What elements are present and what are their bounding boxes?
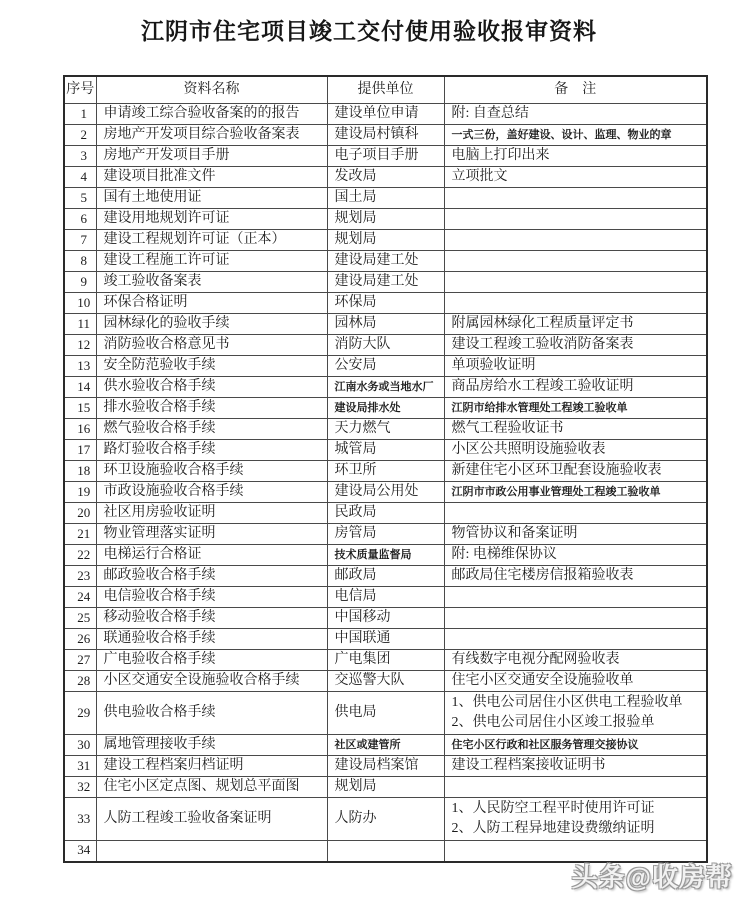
table-row: [64, 545, 707, 566]
table-row: [64, 188, 707, 209]
table-header: [64, 76, 707, 104]
remark-cell: [444, 777, 707, 798]
provider-unit-cell: 园林局: [327, 314, 444, 335]
acceptance-materials-table: [63, 75, 708, 863]
remark-cell: [444, 608, 707, 629]
table-row: [64, 524, 707, 545]
material-name-cell: 园林绿化的验收手续: [96, 314, 327, 335]
row-serial-number: 14: [64, 377, 96, 398]
remark-cell: 立项批文: [444, 167, 707, 188]
row-serial-number: 26: [64, 629, 96, 650]
table-row: [64, 314, 707, 335]
material-name-cell: 消防验收合格意见书: [96, 335, 327, 356]
provider-unit-cell: 建设局公用处: [327, 482, 444, 503]
remark-cell: 电脑上打印出来: [444, 146, 707, 167]
row-serial-number: 2: [64, 125, 96, 146]
provider-unit-cell: 技术质量监督局: [327, 545, 444, 566]
provider-unit-cell: 规划局: [327, 777, 444, 798]
row-serial-number: 18: [64, 461, 96, 482]
row-serial-number: 23: [64, 566, 96, 587]
table-row: [64, 503, 707, 524]
row-serial-number: 1: [64, 104, 96, 125]
provider-unit-cell: 人防办: [327, 798, 444, 841]
provider-unit-cell: 社区或建管所: [327, 735, 444, 756]
provider-unit-cell: 规划局: [327, 230, 444, 251]
table-row: [64, 461, 707, 482]
provider-unit-cell: [327, 841, 444, 862]
table-row: [64, 293, 707, 314]
material-name-cell: [96, 841, 327, 862]
remark-cell: 附: 自查总结: [444, 104, 707, 125]
row-serial-number: 21: [64, 524, 96, 545]
material-name-cell: 建设工程档案归档证明: [96, 756, 327, 777]
material-name-cell: 申请竣工综合验收备案的的报告: [96, 104, 327, 125]
row-serial-number: 20: [64, 503, 96, 524]
remark-cell: [444, 293, 707, 314]
material-name-cell: 市政设施验收合格手续: [96, 482, 327, 503]
remark-cell: [444, 272, 707, 293]
provider-unit-cell: 发改局: [327, 167, 444, 188]
material-name-cell: 建设工程规划许可证（正本）: [96, 230, 327, 251]
table-row: [64, 419, 707, 440]
remark-cell: [444, 629, 707, 650]
material-name-cell: 建设用地规划许可证: [96, 209, 327, 230]
row-serial-number: 33: [64, 798, 96, 841]
row-serial-number: 25: [64, 608, 96, 629]
remark-cell: [444, 503, 707, 524]
provider-unit-cell: 规划局: [327, 209, 444, 230]
table-row: [64, 692, 707, 735]
material-name-cell: 路灯验收合格手续: [96, 440, 327, 461]
table-row: [64, 104, 707, 125]
row-serial-number: 9: [64, 272, 96, 293]
row-serial-number: 16: [64, 419, 96, 440]
remark-cell: 附属园林绿化工程质量评定书: [444, 314, 707, 335]
provider-unit-cell: 环卫所: [327, 461, 444, 482]
remark-cell: 江阴市给排水管理处工程竣工验收单: [444, 398, 707, 419]
row-serial-number: 15: [64, 398, 96, 419]
material-name-cell: 联通验收合格手续: [96, 629, 327, 650]
remark-cell: [444, 692, 707, 735]
provider-unit-cell: 中国联通: [327, 629, 444, 650]
material-name-cell: 人防工程竣工验收备案证明: [96, 798, 327, 841]
row-serial-number: 5: [64, 188, 96, 209]
row-serial-number: 29: [64, 692, 96, 735]
table-row: [64, 482, 707, 503]
provider-unit-cell: 天力燃气: [327, 419, 444, 440]
row-serial-number: 32: [64, 777, 96, 798]
provider-unit-cell: 供电局: [327, 692, 444, 735]
material-name-cell: 房地产开发项目综合验收备案表: [96, 125, 327, 146]
remark-line: 1、供电公司居住小区供电工程验收单: [451, 694, 683, 710]
remark-cell: 附: 电梯维保协议: [444, 545, 707, 566]
material-name-cell: 小区交通安全设施验收合格手续: [96, 671, 327, 692]
provider-unit-cell: 消防大队: [327, 335, 444, 356]
provider-unit-cell: 建设局建工处: [327, 251, 444, 272]
row-serial-number: 4: [64, 167, 96, 188]
row-serial-number: 24: [64, 587, 96, 608]
table-row: [64, 335, 707, 356]
table-row: [64, 608, 707, 629]
provider-unit-cell: 建设局排水处: [327, 398, 444, 419]
material-name-cell: 建设项目批准文件: [96, 167, 327, 188]
material-name-cell: 电信验收合格手续: [96, 587, 327, 608]
table-container: [63, 75, 708, 863]
table-row: [64, 440, 707, 461]
material-name-cell: 属地管理接收手续: [96, 735, 327, 756]
table-row: [64, 230, 707, 251]
page-title: 江阴市住宅项目竣工交付使用验收报审资料: [141, 19, 597, 44]
provider-unit-cell: 建设单位申请: [327, 104, 444, 125]
remark-cell: 邮政局住宅楼房信报箱验收表: [444, 566, 707, 587]
header-serial-number: 序号: [64, 76, 96, 104]
material-name-cell: 国有土地使用证: [96, 188, 327, 209]
material-name-cell: 供水验收合格手续: [96, 377, 327, 398]
material-name-cell: 广电验收合格手续: [96, 650, 327, 671]
provider-unit-cell: 江南水务或当地水厂: [327, 377, 444, 398]
remark-line: 1、人民防空工程平时使用许可证: [451, 800, 655, 816]
remark-cell: 住宅小区交通安全设施验收单: [444, 671, 707, 692]
table-row: [64, 146, 707, 167]
table-body: [64, 104, 707, 862]
row-serial-number: 12: [64, 335, 96, 356]
provider-unit-cell: 建设局档案馆: [327, 756, 444, 777]
provider-unit-cell: 电信局: [327, 587, 444, 608]
table-row: [64, 356, 707, 377]
provider-unit-cell: 广电集团: [327, 650, 444, 671]
table-row: [64, 377, 707, 398]
table-row: [64, 125, 707, 146]
header-remark: 备 注: [444, 76, 707, 104]
table-row: [64, 566, 707, 587]
remark-cell: [444, 188, 707, 209]
table-row: [64, 777, 707, 798]
table-row: [64, 735, 707, 756]
provider-unit-cell: 环保局: [327, 293, 444, 314]
provider-unit-cell: 国土局: [327, 188, 444, 209]
remark-cell: 小区公共照明设施验收表: [444, 440, 707, 461]
remark-cell: 江阴市市政公用事业管理处工程竣工验收单: [444, 482, 707, 503]
provider-unit-cell: 建设局村镇科: [327, 125, 444, 146]
provider-unit-cell: 交巡警大队: [327, 671, 444, 692]
header-provider-unit: 提供单位: [327, 76, 444, 104]
material-name-cell: 住宅小区定点图、规划总平面图: [96, 777, 327, 798]
remark-cell: 新建住宅小区环卫配套设施验收表: [444, 461, 707, 482]
table-row: [64, 167, 707, 188]
provider-unit-cell: 房管局: [327, 524, 444, 545]
row-serial-number: 11: [64, 314, 96, 335]
row-serial-number: 3: [64, 146, 96, 167]
material-name-cell: 社区用房验收证明: [96, 503, 327, 524]
remark-cell: [444, 798, 707, 841]
row-serial-number: 10: [64, 293, 96, 314]
remark-cell: 建设工程竣工验收消防备案表: [444, 335, 707, 356]
remark-cell: [444, 587, 707, 608]
remark-cell: 有线数字电视分配网验收表: [444, 650, 707, 671]
toutiao-watermark: 头条@收房帮: [571, 862, 733, 892]
material-name-cell: 排水验收合格手续: [96, 398, 327, 419]
table-row: [64, 587, 707, 608]
row-serial-number: 22: [64, 545, 96, 566]
row-serial-number: 19: [64, 482, 96, 503]
remark-cell: 物管协议和备案证明: [444, 524, 707, 545]
remark-cell: 住宅小区行政和社区服务管理交接协议: [444, 735, 707, 756]
header-row: [64, 76, 707, 104]
remark-cell: 单项验收证明: [444, 356, 707, 377]
table-row: [64, 209, 707, 230]
provider-unit-cell: 电子项目手册: [327, 146, 444, 167]
table-row: [64, 629, 707, 650]
remark-cell: 燃气工程验收证书: [444, 419, 707, 440]
remark-line: 2、供电公司居住小区竣工报验单: [451, 715, 655, 730]
remark-cell: 建设工程档案接收证明书: [444, 756, 707, 777]
provider-unit-cell: 公安局: [327, 356, 444, 377]
provider-unit-cell: 城管局: [327, 440, 444, 461]
provider-unit-cell: 建设局建工处: [327, 272, 444, 293]
provider-unit-cell: 中国移动: [327, 608, 444, 629]
material-name-cell: 建设工程施工许可证: [96, 251, 327, 272]
row-serial-number: 17: [64, 440, 96, 461]
remark-cell: 一式三份，盖好建设、设计、监理、物业的章: [444, 125, 707, 146]
table-row: [64, 251, 707, 272]
provider-unit-cell: 民政局: [327, 503, 444, 524]
row-serial-number: 30: [64, 735, 96, 756]
table-row: [64, 756, 707, 777]
remark-cell: [444, 251, 707, 272]
table-row: [64, 272, 707, 293]
row-serial-number: 27: [64, 650, 96, 671]
material-name-cell: 环卫设施验收合格手续: [96, 461, 327, 482]
remark-cell: [444, 209, 707, 230]
header-material-name: 资料名称: [96, 76, 327, 104]
row-serial-number: 7: [64, 230, 96, 251]
material-name-cell: 环保合格证明: [96, 293, 327, 314]
row-serial-number: 34: [64, 841, 96, 862]
remark-cell: 商品房给水工程竣工验收证明: [444, 377, 707, 398]
row-serial-number: 13: [64, 356, 96, 377]
row-serial-number: 8: [64, 251, 96, 272]
table-row: [64, 398, 707, 419]
row-serial-number: 6: [64, 209, 96, 230]
provider-unit-cell: 邮政局: [327, 566, 444, 587]
table-row: [64, 671, 707, 692]
material-name-cell: 竣工验收备案表: [96, 272, 327, 293]
material-name-cell: 供电验收合格手续: [96, 692, 327, 735]
material-name-cell: 房地产开发项目手册: [96, 146, 327, 167]
material-name-cell: 物业管理落实证明: [96, 524, 327, 545]
material-name-cell: 电梯运行合格证: [96, 545, 327, 566]
material-name-cell: 燃气验收合格手续: [96, 419, 327, 440]
remark-line: 2、人防工程异地建设费缴纳证明: [451, 821, 655, 836]
row-serial-number: 28: [64, 671, 96, 692]
material-name-cell: 邮政验收合格手续: [96, 566, 327, 587]
material-name-cell: 移动验收合格手续: [96, 608, 327, 629]
table-row: [64, 798, 707, 841]
remark-cell: [444, 230, 707, 251]
table-row: [64, 650, 707, 671]
material-name-cell: 安全防范验收手续: [96, 356, 327, 377]
row-serial-number: 31: [64, 756, 96, 777]
